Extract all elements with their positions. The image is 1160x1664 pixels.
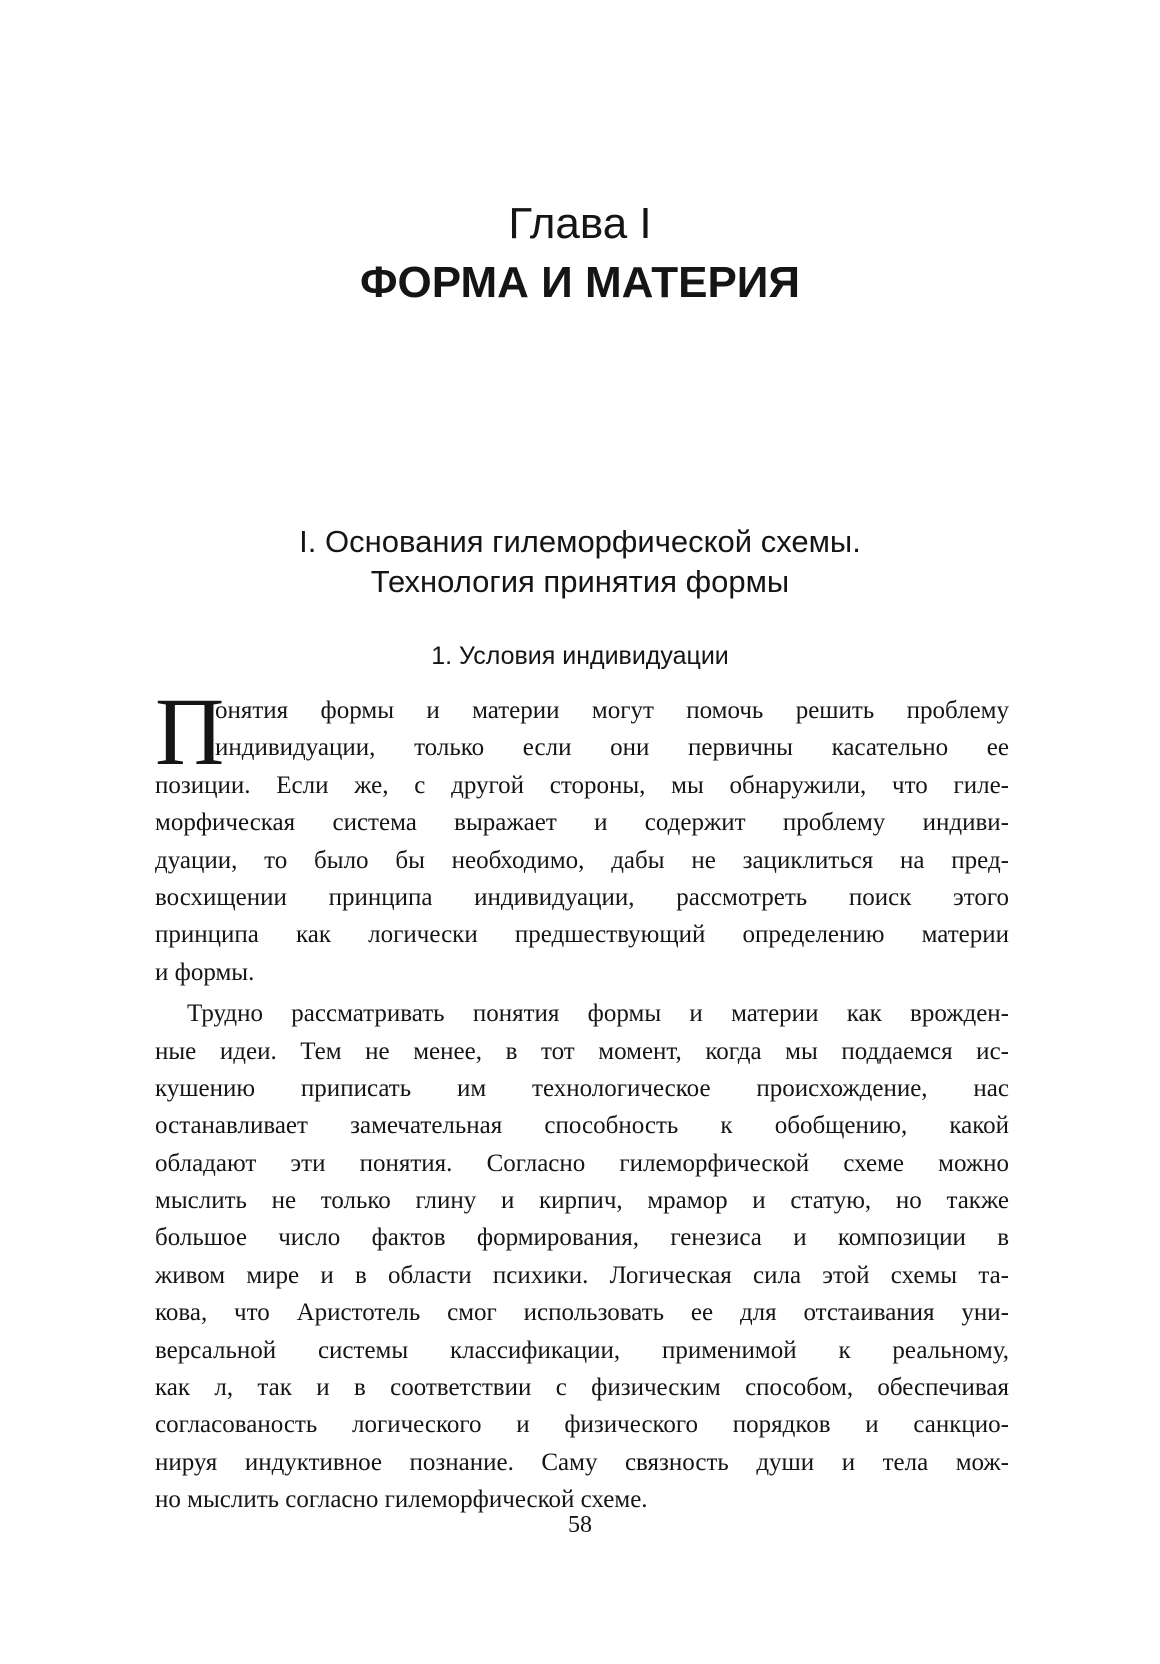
paragraph-2-line: версальной системы классификации, применимой к реальному, — [155, 1336, 1009, 1364]
paragraph-2-line: останавливает замечательная способность к обобщению, какой — [155, 1112, 1009, 1140]
page-number: 58 — [568, 1512, 592, 1538]
paragraph-2-line: ные идеи. Тем не менее, в тот момент, когда мы поддаемся ис- — [155, 1037, 1009, 1065]
section-title-line-2: Технология принятия формы — [370, 564, 790, 599]
section-title — [0, 522, 1160, 602]
paragraph-2-line: кушению приписать им технологическое происхождение, нас — [155, 1074, 1009, 1102]
paragraph-1-line: восхищении принципа индивидуации, рассмотреть поиск этого — [155, 883, 1009, 911]
paragraph-1-line: онятия формы и материи могут помочь решить проблему — [215, 697, 1009, 724]
section-title-line-1: I. Основания гилеморфической схемы. — [299, 524, 861, 559]
paragraph-1-line: принципа как логически предшествующий определению материи — [155, 921, 1009, 949]
paragraph-2-line: Трудно рассматривать понятия формы и материи как врожден- — [187, 1000, 1009, 1028]
paragraph-2-line: но мыслить согласно гилеморфической схеме. — [155, 1486, 648, 1514]
paragraph-2 — [155, 995, 1009, 1518]
paragraph-2-line: мыслить не только глину и кирпич, мрамор и статую, но также — [155, 1187, 1009, 1215]
paragraph-2-line: кова, что Аристотель смог использовать ее для отстаивания уни- — [155, 1299, 1009, 1327]
chapter-label: Глава I — [508, 199, 652, 248]
body-text — [155, 678, 1009, 1519]
paragraph-1-line: позиции. Если же, с другой стороны, мы обнаружили, что гиле- — [155, 771, 1009, 799]
paragraph-1-line: дуации, то было бы необходимо, дабы не зациклиться на пред- — [155, 846, 1009, 874]
paragraph-2-line: нируя индуктивное познание. Саму связность души и тела мож- — [155, 1448, 1009, 1476]
subsection-title: 1. Условия индивидуации — [431, 642, 729, 670]
paragraph-2-line: большое число фактов формирования, генезиса и композиции в — [155, 1224, 1009, 1252]
paragraph-1-line: индивидуации, только если они первичны касательно ее — [215, 734, 1009, 762]
drop-cap: П — [155, 678, 225, 785]
paragraph-1-line: и формы. — [155, 958, 255, 986]
paragraph-2-line: согласованость логического и физического порядков и санкцио- — [155, 1411, 1009, 1439]
paragraph-1-line: морфическая система выражает и содержит проблему индиви- — [155, 809, 1009, 837]
paragraph-1 — [155, 678, 1009, 991]
paragraph-2-line: живом мире и в области психики. Логическая сила этой схемы та- — [155, 1261, 1009, 1289]
chapter-title: ФОРМА И МАТЕРИЯ — [359, 258, 801, 307]
paragraph-2-line: обладают эти понятия. Согласно гилеморфической схеме можно — [155, 1149, 1009, 1177]
paragraph-2-line: как л, так и в соответствии с физическим способом, обеспечивая — [155, 1374, 1009, 1402]
